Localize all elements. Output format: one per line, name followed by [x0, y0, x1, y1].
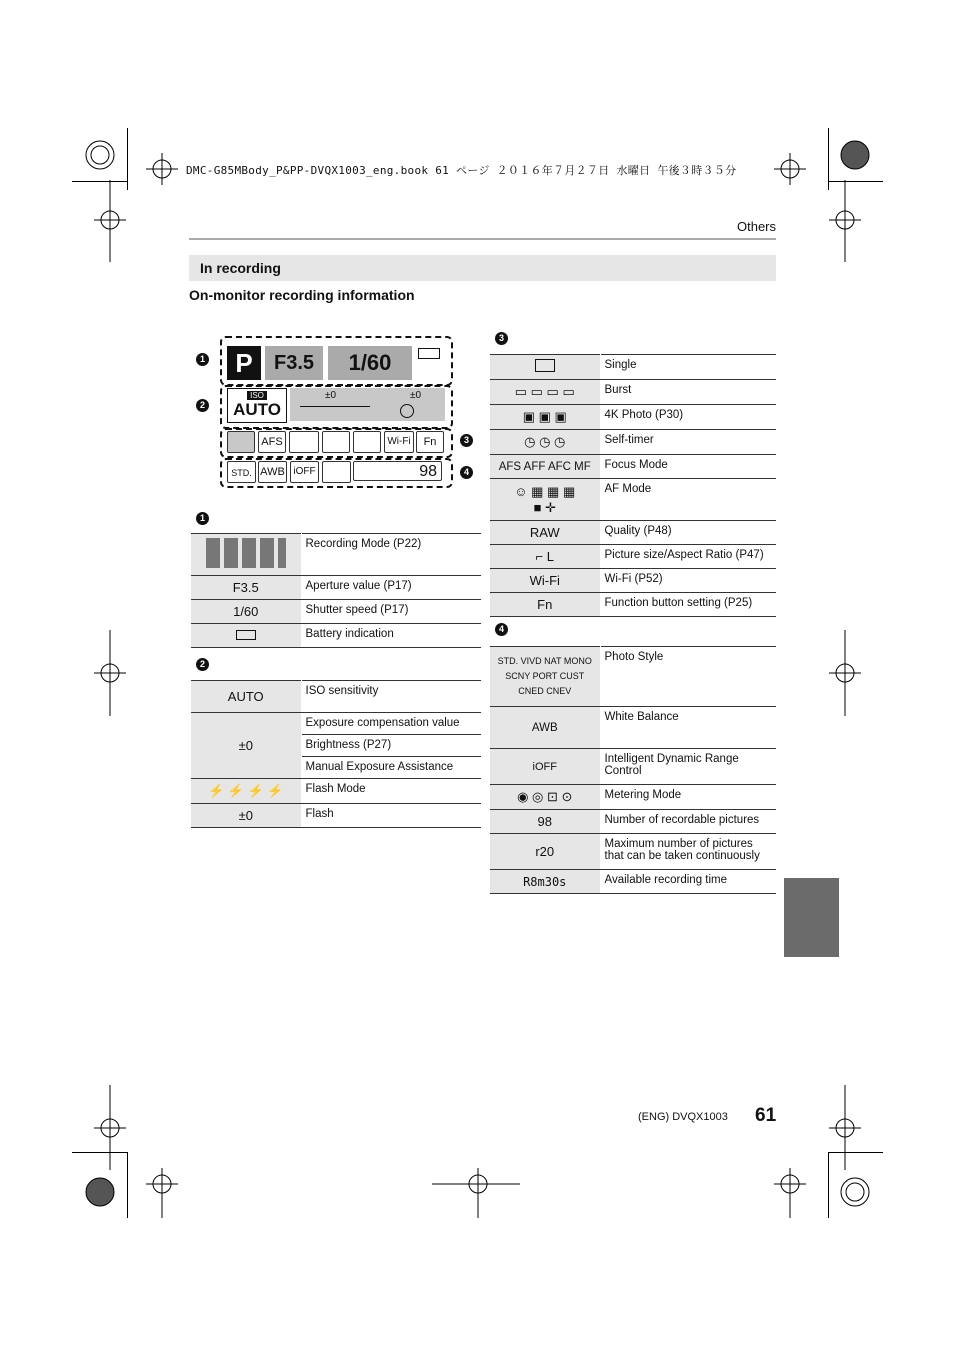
table-row	[191, 624, 481, 648]
row-icon: Fn	[490, 593, 600, 617]
table-row	[191, 576, 481, 600]
self-timer-icons: ◷ ◷ ◷	[490, 430, 600, 455]
row-label: Wi-Fi (P52)	[600, 569, 776, 593]
lcd-exposure-area	[290, 388, 445, 421]
table-row	[490, 810, 776, 834]
table-row	[490, 455, 776, 479]
row-label: Maximum number of pictures that can be taken continuously	[600, 834, 776, 870]
table-row	[490, 569, 776, 593]
table-row	[490, 430, 776, 455]
row-icon: ±0	[191, 713, 301, 779]
exposure-scale	[300, 406, 370, 407]
lcd-aperture: F3.5	[265, 346, 323, 380]
4k-photo-icons: ▣ ▣ ▣	[490, 405, 600, 430]
single-drive-icon	[227, 431, 255, 453]
row-icon: AFS AFF AFC MF	[490, 455, 600, 479]
row-label: Burst	[600, 380, 776, 405]
group4-number: 4	[495, 623, 508, 636]
lcd-iso-value: AUTO	[233, 400, 281, 419]
subheading: On-monitor recording information	[189, 287, 415, 303]
row-icon: 1/60	[191, 600, 301, 624]
table-row	[191, 779, 481, 804]
table-row	[191, 713, 481, 735]
group1-number: 1	[196, 512, 209, 525]
table-row	[191, 534, 481, 576]
row-icon: AUTO	[191, 681, 301, 713]
row-icon: iOFF	[490, 749, 600, 785]
picture-size-icon: ⌐ L	[490, 545, 600, 569]
lcd-mode: P	[227, 346, 261, 380]
lcd-iso	[227, 388, 287, 423]
group3-number: 3	[495, 332, 508, 345]
row-label: Flash	[301, 804, 481, 828]
table-row	[490, 545, 776, 569]
row-label: Manual Exposure Assistance	[301, 757, 481, 779]
lcd-shutter: 1/60	[328, 346, 412, 380]
group2-table	[191, 680, 481, 828]
row-label: Focus Mode	[600, 455, 776, 479]
lcd-photo-style: STD.	[227, 461, 256, 483]
row-label: Photo Style	[600, 647, 776, 707]
table-row	[490, 405, 776, 430]
metering-icon	[322, 461, 351, 483]
row-label: Number of recordable pictures	[600, 810, 776, 834]
header-rule	[189, 238, 776, 240]
section-bar	[189, 255, 776, 281]
group1-table	[191, 533, 481, 648]
row-label: Intelligent Dynamic Range Control	[600, 749, 776, 785]
battery-icon	[191, 624, 301, 648]
row-label: Aperture value (P17)	[301, 576, 481, 600]
callout-1: 1	[196, 353, 209, 366]
table-row	[490, 380, 776, 405]
lcd-awb: AWB	[258, 461, 287, 483]
row-label: Self-timer	[600, 430, 776, 455]
table-row	[490, 870, 776, 894]
callout-4: 4	[460, 466, 473, 479]
row-label: Metering Mode	[600, 785, 776, 810]
table-row	[490, 647, 776, 707]
table-row	[490, 749, 776, 785]
row-label: Function button setting (P25)	[600, 593, 776, 617]
row-icon: STD. VIVD NAT MONO SCNY PORT CUST CNED CNEV	[490, 647, 600, 707]
row-label: Exposure compensation value	[301, 713, 481, 735]
section-title: In recording	[200, 260, 281, 276]
row-label: Shutter speed (P17)	[301, 600, 481, 624]
row-icon: F3.5	[191, 576, 301, 600]
row-icon: AWB	[490, 707, 600, 749]
table-row	[490, 593, 776, 617]
table-row	[490, 834, 776, 870]
recording-mode-icons	[191, 534, 301, 576]
table-row	[490, 479, 776, 521]
row-label: Quality (P48)	[600, 521, 776, 545]
group3-table	[490, 354, 776, 617]
lcd-remaining: 98	[353, 461, 442, 481]
row-label: Recording Mode (P22)	[301, 534, 481, 576]
table-row	[490, 355, 776, 380]
table-row	[191, 804, 481, 828]
battery-icon	[418, 348, 440, 359]
lcd-flash-comp: ±0	[410, 390, 422, 401]
table-row	[490, 785, 776, 810]
row-label: Available recording time	[600, 870, 776, 894]
row-label: ISO sensitivity	[301, 681, 481, 713]
metering-icons: ◉ ◎ ⊡ ⊙	[490, 785, 600, 810]
lcd-afs: AFS	[258, 431, 286, 453]
group2-number: 2	[196, 658, 209, 671]
lcd-exp-comp: ±0	[325, 390, 337, 401]
row-label: Flash Mode	[301, 779, 481, 804]
row-icon: ±0	[191, 804, 301, 828]
table-row	[191, 600, 481, 624]
af-area-icon	[289, 431, 319, 453]
table-row	[191, 681, 481, 713]
row-label: Battery indication	[301, 624, 481, 648]
row-icon: RAW	[490, 521, 600, 545]
row-label: White Balance	[600, 707, 776, 749]
group4-table	[490, 646, 776, 894]
book-header: DMC-G85MBody_P&PP-DVQX1003_eng.book 61 ページ ２０１６年７月２７日 水曜日 午後３時３５分	[186, 164, 737, 177]
lcd-iso-label: ISO	[247, 391, 267, 400]
callout-3: 3	[460, 434, 473, 447]
quality-icon	[322, 431, 350, 453]
row-label: 4K Photo (P30)	[600, 405, 776, 430]
lcd-idr: iOFF	[290, 461, 319, 483]
row-icon: R8m30s	[490, 870, 600, 894]
lcd-wifi: Wi-Fi	[384, 431, 414, 453]
chapter-tab	[784, 878, 839, 957]
table-row	[490, 707, 776, 749]
page-number: 61	[755, 1105, 777, 1126]
row-icon: 98	[490, 810, 600, 834]
burst-icons: ▭ ▭ ▭ ▭	[490, 380, 600, 405]
table-row	[490, 521, 776, 545]
row-label: Picture size/Aspect Ratio (P47)	[600, 545, 776, 569]
flash-off-icon	[400, 404, 414, 418]
row-icon: Wi-Fi	[490, 569, 600, 593]
row-icon: r20	[490, 834, 600, 870]
af-mode-icons: ☺ ▦ ▦ ▦ ■ ✛	[490, 479, 600, 521]
running-title: Others	[736, 219, 776, 234]
single-icon	[490, 355, 600, 380]
callout-2: 2	[196, 399, 209, 412]
footer-code: (ENG) DVQX1003	[638, 1111, 728, 1123]
row-label: AF Mode	[600, 479, 776, 521]
lcd-fn: Fn	[416, 431, 444, 453]
row-label: Brightness (P27)	[301, 735, 481, 757]
flash-mode-icons: ⚡ ⚡ ⚡ ⚡	[191, 779, 301, 804]
aspect-ratio-icon	[353, 431, 381, 453]
row-label: Single	[600, 355, 776, 380]
